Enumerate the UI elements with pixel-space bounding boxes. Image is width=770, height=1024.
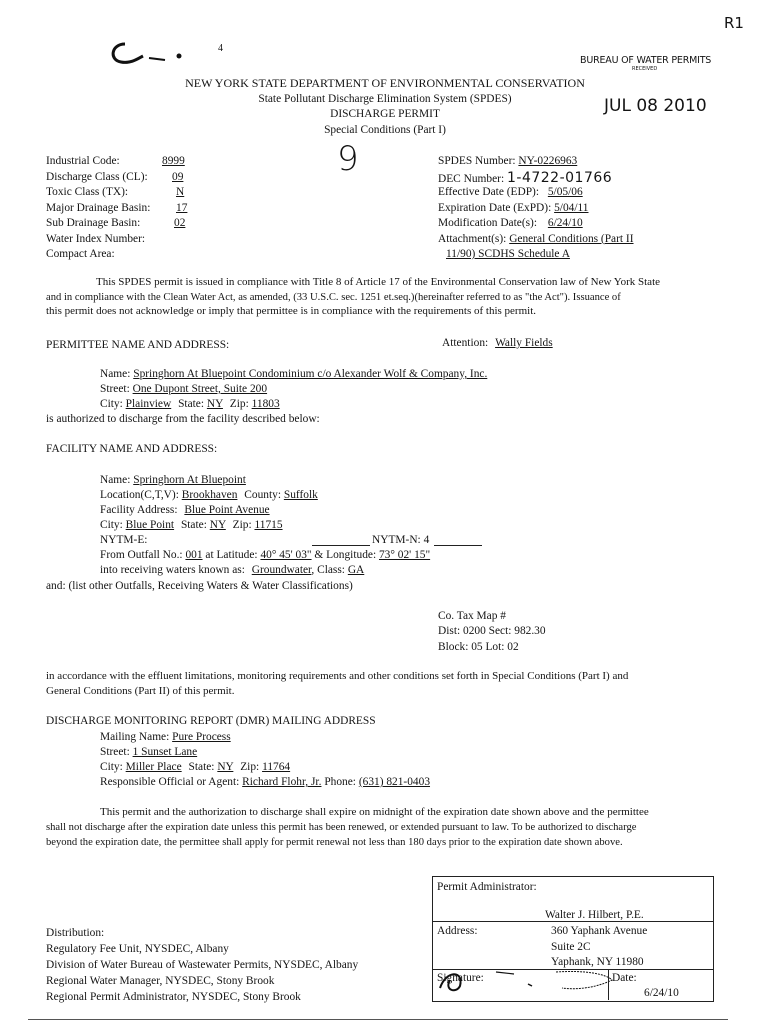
permittee-street-row <box>100 382 267 396</box>
receiving-waters-label: into receiving waters known as: <box>100 564 245 576</box>
expire-line-2: shall not discharge after the expiration date unless this permit has been renewed, or extended pursuant to law. To be authorized to discharge <box>46 822 637 833</box>
field-value: 09 <box>172 170 184 183</box>
accordance-line-1: in accordance with the effluent limitations, monitoring requirements and other conditions set forth in Special Conditions (Part I) and <box>46 670 629 682</box>
dec-number-row <box>438 170 634 186</box>
left-fields <box>46 154 188 263</box>
dmr-official-value: Richard Flohr, Jr. <box>242 776 322 788</box>
dmr-state-value: NY <box>217 761 234 773</box>
tax-map-line-2: Dist: 0200 Sect: 982.30 <box>438 625 546 637</box>
handwritten-nine: 9 <box>337 139 359 179</box>
nytm-e-blank <box>312 545 370 546</box>
dmr-heading: DISCHARGE MONITORING REPORT (DMR) MAILING ADDRESS <box>46 715 376 727</box>
bureau-stamp: BUREAU OF WATER PERMITS <box>580 55 712 66</box>
bottom-edge-line <box>28 1019 728 1020</box>
field-sub-drainage-basin <box>46 216 186 232</box>
facility-state-label: State: <box>180 519 207 531</box>
facility-name-label: Name: <box>100 474 131 486</box>
field-compact-area <box>46 247 150 263</box>
outfall-row <box>100 548 430 562</box>
outfall-label: From Outfall No.: <box>100 549 183 561</box>
dmr-street-label: Street: <box>100 746 130 758</box>
attachments-label: Attachment(s): <box>438 232 507 245</box>
dec-number-value: 1-4722-01766 <box>506 169 613 186</box>
dmr-mailing-label: Mailing Name: <box>100 731 170 743</box>
scribble-digit: 4 <box>218 43 223 54</box>
attention-label: Attention: <box>442 337 489 349</box>
attachments-row <box>438 232 634 248</box>
distribution-heading: Distribution: <box>46 927 105 939</box>
intro-line-2: and in compliance with the Clean Water Act, as amended, (33 U.S.C. sec. 1251 et.seq.)(hereinafter referred to as "the Act"). Issuance of <box>46 292 621 303</box>
facility-zip-value: 11715 <box>254 519 283 531</box>
latitude-value: 40° 45' 03" <box>260 549 312 561</box>
admin-name: Walter J. Hilbert, P.E. <box>545 909 644 921</box>
permittee-zip-label: Zip: <box>229 398 249 410</box>
system-title: State Pollutant Discharge Elimination System (SPDES) <box>258 93 512 105</box>
date-divider <box>608 970 609 1000</box>
tax-map-line-3: Block: 05 Lot: 02 <box>438 641 519 653</box>
permittee-city-row <box>100 397 280 411</box>
expire-line-3: beyond the expiration date, the permittee shall apply for permit renewal not less than 180 days prior to the expiration date shown above. <box>46 837 623 848</box>
signature-label: Signature: <box>437 972 484 984</box>
field-label: Discharge Class (CL): <box>46 170 148 183</box>
field-label: Industrial Code: <box>46 155 120 167</box>
dmr-street-value: 1 Sunset Lane <box>132 746 198 758</box>
expiration-date-value: 5/04/11 <box>554 201 589 214</box>
expiration-date-row <box>438 201 634 217</box>
expire-line-1: This permit and the authorization to discharge shall expire on midnight of the expiration date shown above and the permittee <box>100 806 649 818</box>
received-date-stamp: JUL 08 2010 <box>604 96 707 116</box>
attention-value: Wally Fields <box>495 337 553 349</box>
permittee-heading: PERMITTEE NAME AND ADDRESS: <box>46 339 230 351</box>
field-value: 02 <box>174 217 186 229</box>
agency-title: NEW YORK STATE DEPARTMENT OF ENVIRONMENTAL CONSERVATION <box>185 76 585 90</box>
expiration-date-label: Expiration Date (ExPD): <box>438 201 552 214</box>
facility-location-row <box>100 488 318 502</box>
field-value: 8999 <box>162 155 185 167</box>
modification-date-value: 6/24/10 <box>547 217 583 229</box>
dmr-phone-label: Phone: <box>324 776 356 788</box>
attachments-value-line1: General Conditions (Part II <box>509 232 634 245</box>
longitude-value: 73° 02' 15" <box>378 549 431 561</box>
field-major-drainage-basin <box>46 201 188 217</box>
facility-address-value: Blue Point Avenue <box>184 504 270 516</box>
dmr-zip-label: Zip: <box>240 761 260 773</box>
dec-number-label: DEC Number: <box>438 172 505 185</box>
field-water-index-number <box>46 232 150 248</box>
permittee-state-value: NY <box>206 398 223 410</box>
admin-label: Permit Administrator: <box>437 881 537 893</box>
permittee-name-value: Springhorn At Bluepoint Condominium c/o Alexander Wolf & Company, Inc. <box>133 368 488 380</box>
dmr-phone-value: (631) 821-0403 <box>358 776 431 788</box>
distribution-item: Regional Permit Administrator, NYSDEC, Stony Brook <box>46 991 301 1003</box>
effective-date-label: Effective Date (EDP): <box>438 186 539 198</box>
dmr-zip-value: 11764 <box>262 761 291 773</box>
permittee-name-label: Name: <box>100 368 131 380</box>
permittee-city-label: City: <box>100 398 123 410</box>
permittee-street-label: Street: <box>100 383 130 395</box>
bureau-stamp-sub: RECEIVED <box>632 66 658 72</box>
latitude-label: at Latitude: <box>205 549 258 561</box>
distribution-item: Division of Water Bureau of Wastewater Permits, NYSDEC, Albany <box>46 959 359 971</box>
attention-row <box>442 336 553 350</box>
dmr-city-value: Miller Place <box>125 761 182 773</box>
facility-name-value: Springhorn At Bluepoint <box>133 474 246 486</box>
facility-county-label: County: <box>244 489 281 501</box>
dmr-mailing-value: Pure Process <box>172 731 231 743</box>
facility-address-row <box>100 503 270 517</box>
distribution-block <box>46 925 358 1005</box>
field-value: N <box>176 186 185 198</box>
spdes-number-value: NY-0226963 <box>518 155 578 167</box>
facility-location-value: Brookhaven <box>181 489 238 501</box>
permittee-zip-value: 11803 <box>251 398 280 410</box>
outfall-value: 001 <box>185 549 203 561</box>
other-outfalls-text: and: (list other Outfalls, Receiving Waters & Water Classifications) <box>46 580 353 592</box>
field-label: Toxic Class (TX): <box>46 186 129 198</box>
field-toxic-class <box>46 185 185 201</box>
authorized-text: is authorized to discharge from the facility described below: <box>46 413 320 425</box>
receiving-waters-value: Groundwater <box>251 564 312 576</box>
accordance-line-2: General Conditions (Part II) of this permit. <box>46 685 235 697</box>
handwritten-mark-r1: R1 <box>724 14 744 32</box>
facility-zip-label: Zip: <box>232 519 252 531</box>
field-label: Sub Drainage Basin: <box>46 217 141 229</box>
field-label: Water Index Number: <box>46 232 146 245</box>
spdes-number-row <box>438 154 634 170</box>
facility-heading: FACILITY NAME AND ADDRESS: <box>46 443 218 455</box>
attachments-row-2 <box>438 247 634 263</box>
dmr-official-label: Responsible Official or Agent: <box>100 776 240 788</box>
distribution-item: Regional Water Manager, NYSDEC, Stony Brook <box>46 975 275 987</box>
effective-date-row <box>438 185 634 201</box>
nytm-e-label: NYTM-E: <box>100 534 148 546</box>
part-title: Special Conditions (Part I) <box>324 124 446 136</box>
field-industrial-code <box>46 154 185 170</box>
tax-map-line-1: Co. Tax Map # <box>438 610 506 622</box>
handwritten-scribble <box>105 38 205 68</box>
distribution-item: Regulatory Fee Unit, NYSDEC, Albany <box>46 943 229 955</box>
doc-type: DISCHARGE PERMIT <box>330 108 440 120</box>
permittee-name-row <box>100 367 487 381</box>
dmr-city-label: City: <box>100 761 123 773</box>
intro-line-1: This SPDES permit is issued in compliance with Title 8 of Article 17 of the Environmental Conservation law of New York State <box>96 276 661 288</box>
dmr-official-row <box>100 775 430 789</box>
dmr-state-label: State: <box>188 761 215 773</box>
permittee-city-value: Plainview <box>125 398 172 410</box>
water-class-label: Class: <box>317 564 345 576</box>
effective-date-value: 5/05/06 <box>547 186 583 198</box>
attachments-value-line2: 11/90) SCDHS Schedule A <box>446 248 570 260</box>
facility-county-value: Suffolk <box>283 489 318 501</box>
facility-city-row <box>100 518 283 532</box>
permittee-state-label: State: <box>178 398 205 410</box>
intro-line-3: this permit does not acknowledge or imply that permittee is in compliance with the requirements of this permit. <box>46 305 536 317</box>
field-label: Major Drainage Basin: <box>46 201 151 214</box>
nytm-n-blank <box>434 545 482 546</box>
date-label: Date: <box>612 972 637 984</box>
address-label: Address: <box>437 925 478 937</box>
dmr-mailing-row <box>100 730 231 744</box>
address-line-1: 360 Yaphank Avenue <box>551 925 648 937</box>
modification-date-row <box>438 216 634 232</box>
permittee-street-value: One Dupont Street, Suite 200 <box>132 383 268 395</box>
facility-state-value: NY <box>209 519 226 531</box>
modification-date-label: Modification Date(s): <box>438 217 538 229</box>
facility-city-value: Blue Point <box>125 519 175 531</box>
dmr-street-row <box>100 745 197 759</box>
nytm-n-label: NYTM-N: 4 <box>372 534 430 546</box>
facility-location-label: Location(C,T,V): <box>100 489 179 501</box>
signature-scribble <box>436 966 636 996</box>
longitude-label: & Longitude: <box>314 549 377 561</box>
address-line-3: Yaphank, NY 11980 <box>551 956 644 968</box>
receiving-row: into receiving waters known as: Groundwater, Class: GA <box>100 564 365 576</box>
spdes-number-label: SPDES Number: <box>438 155 516 167</box>
water-class-value: GA <box>347 564 365 576</box>
facility-address-label: Facility Address: <box>100 504 178 516</box>
field-label: Compact Area: <box>46 248 115 260</box>
date-value: 6/24/10 <box>644 987 679 999</box>
facility-name-row <box>100 473 246 487</box>
field-discharge-class <box>46 170 184 186</box>
right-fields <box>438 154 634 263</box>
dmr-city-row <box>100 760 290 774</box>
address-line-2: Suite 2C <box>551 941 591 953</box>
facility-city-label: City: <box>100 519 123 531</box>
field-value: 17 <box>176 201 188 214</box>
